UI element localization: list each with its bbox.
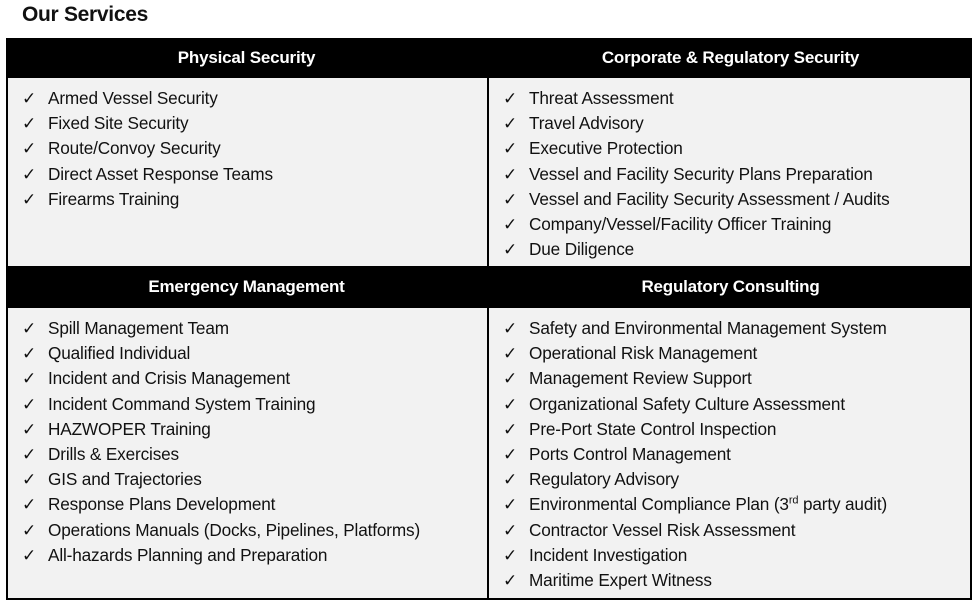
list-item-label: Incident Investigation — [529, 544, 688, 565]
check-icon: ✓ — [503, 240, 518, 260]
list-item-label: Pre-Port State Control Inspection — [529, 418, 777, 439]
check-icon: ✓ — [503, 344, 518, 364]
list-item — [22, 543, 420, 568]
services-table — [6, 38, 972, 600]
list-item — [22, 442, 420, 467]
list-item — [503, 543, 887, 568]
check-icon: ✓ — [22, 495, 37, 515]
cell-regulatory-consulting — [489, 308, 970, 598]
list-item — [503, 417, 887, 442]
check-icon: ✓ — [503, 470, 518, 490]
check-icon: ✓ — [22, 189, 37, 209]
check-icon: ✓ — [503, 189, 518, 209]
list-item-label: Environmental Compliance Plan (3rd party audit) — [529, 494, 888, 515]
list-item — [503, 162, 890, 187]
check-icon: ✓ — [22, 344, 37, 364]
list-item — [503, 136, 890, 161]
check-icon: ✓ — [503, 164, 518, 184]
list-item — [503, 316, 887, 341]
check-icon: ✓ — [22, 545, 37, 565]
list-item — [22, 492, 420, 517]
list-item-label: Direct Asset Response Teams — [48, 163, 273, 184]
list-item-label: Ports Control Management — [529, 443, 731, 464]
check-icon: ✓ — [503, 394, 518, 414]
list-item — [22, 316, 420, 341]
list-item — [22, 187, 273, 212]
list-item — [22, 136, 273, 161]
list-item — [22, 467, 420, 492]
list-item-label: Travel Advisory — [529, 113, 644, 134]
list-item — [503, 442, 887, 467]
list-item-label: Vessel and Facility Security Plans Preparation — [529, 163, 873, 184]
check-icon: ✓ — [22, 139, 37, 159]
check-icon: ✓ — [503, 444, 518, 464]
list-item-label: Armed Vessel Security — [48, 88, 218, 108]
list-item-label: Incident and Crisis Management — [48, 368, 290, 389]
list-item-label: Executive Protection — [529, 138, 683, 159]
check-icon: ✓ — [22, 394, 37, 414]
check-icon: ✓ — [22, 319, 37, 338]
check-icon: ✓ — [503, 114, 518, 134]
list-item — [503, 366, 887, 391]
check-icon: ✓ — [22, 114, 37, 134]
check-icon: ✓ — [503, 495, 518, 515]
list-item-label: Management Review Support — [529, 368, 752, 389]
list-item-label: Fixed Site Security — [48, 113, 189, 134]
check-icon: ✓ — [22, 520, 37, 540]
list-item-label: Contractor Vessel Risk Assessment — [529, 519, 796, 540]
header-regulatory-consulting: Regulatory Consulting — [641, 277, 820, 296]
check-icon: ✓ — [22, 470, 37, 490]
list-item-label: Safety and Environmental Management System — [529, 318, 887, 338]
header-physical-security: Physical Security — [177, 48, 316, 67]
list-item — [22, 341, 420, 366]
list-item-label: Vessel and Facility Security Assessment / Audits — [529, 188, 890, 209]
list-item — [22, 162, 273, 187]
list-item-label: Drills & Exercises — [48, 443, 179, 464]
check-icon: ✓ — [22, 444, 37, 464]
list-item — [503, 467, 887, 492]
cell-corporate-regulatory-security — [489, 78, 970, 266]
list-item — [503, 492, 887, 517]
list-item — [22, 417, 420, 442]
list-item-label: HAZWOPER Training — [48, 418, 211, 439]
check-icon: ✓ — [503, 545, 518, 565]
check-icon: ✓ — [503, 139, 518, 159]
list-item-label: Response Plans Development — [48, 494, 276, 515]
check-icon: ✓ — [503, 214, 518, 234]
list-item — [503, 86, 890, 111]
list-item-label: Due Diligence — [529, 239, 635, 260]
check-icon: ✓ — [503, 419, 518, 439]
list-item — [22, 86, 273, 111]
check-icon: ✓ — [503, 89, 518, 108]
list-item-label: Qualified Individual — [48, 343, 191, 364]
list-item — [22, 392, 420, 417]
list-item-label: All-hazards Planning and Preparation — [48, 544, 328, 565]
list-item — [503, 212, 890, 237]
list-item-label: Maritime Expert Witness — [529, 569, 712, 590]
check-icon: ✓ — [503, 319, 518, 338]
cell-physical-security — [8, 78, 487, 266]
header-emergency-management: Emergency Management — [148, 277, 345, 296]
list-item — [22, 518, 420, 543]
list-item — [503, 111, 890, 136]
list-item-label: Regulatory Advisory — [529, 469, 679, 490]
list-item — [503, 341, 887, 366]
list-item-label: Threat Assessment — [529, 88, 674, 108]
check-icon: ✓ — [22, 89, 37, 108]
check-icon: ✓ — [22, 419, 37, 439]
list-item — [22, 366, 420, 391]
list-item-label: Company/Vessel/Facility Officer Training — [529, 213, 832, 234]
cell-emergency-management — [8, 308, 487, 598]
list-item — [22, 111, 273, 136]
list-item-label: Spill Management Team — [48, 318, 229, 338]
check-icon: ✓ — [503, 570, 518, 590]
list-item — [503, 187, 890, 212]
list-item-label: Route/Convoy Security — [48, 138, 221, 159]
list-item — [503, 568, 887, 593]
check-icon: ✓ — [503, 520, 518, 540]
list-item-label: Organizational Safety Culture Assessment — [529, 393, 845, 414]
check-icon: ✓ — [22, 369, 37, 389]
check-icon: ✓ — [22, 164, 37, 184]
list-item — [503, 392, 887, 417]
list-item — [503, 518, 887, 543]
check-icon: ✓ — [503, 369, 518, 389]
list-item — [503, 237, 890, 262]
list-item-label: Operations Manuals (Docks, Pipelines, Platforms) — [48, 519, 421, 540]
page-title: Our Services — [22, 3, 148, 26]
list-item-label: Firearms Training — [48, 188, 180, 209]
header-corporate-regulatory-security: Corporate & Regulatory Security — [601, 48, 860, 67]
list-item-label: Operational Risk Management — [529, 343, 758, 364]
list-item-label: GIS and Trajectories — [48, 469, 202, 490]
list-item-label: Incident Command System Training — [48, 393, 316, 414]
